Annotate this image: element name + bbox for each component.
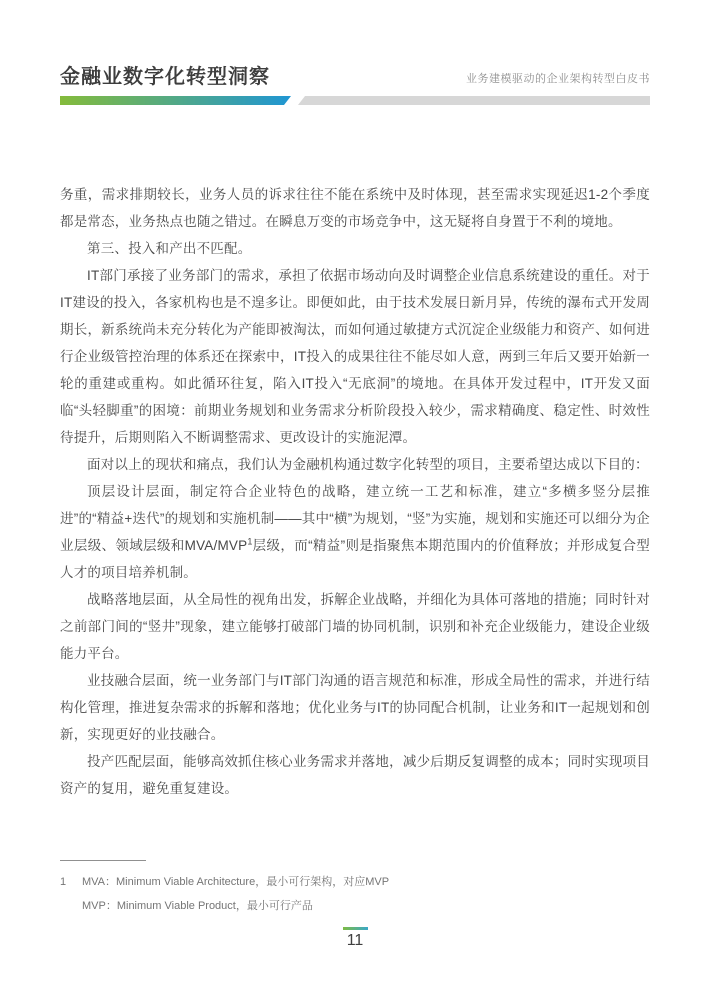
- footnotes-section: [60, 860, 650, 918]
- footnote-ref: 1: [247, 536, 253, 547]
- gray-bar: [298, 96, 650, 105]
- gradient-bar: [60, 96, 291, 105]
- header-subtitle: 业务建模驱动的企业架构转型白皮书: [466, 73, 650, 85]
- footnote-text: MVA：Minimum Viable Architecture，最小可行架构，对应MVP: [82, 876, 390, 888]
- footnote-line-2: [60, 894, 650, 918]
- paragraph-continuation: 务重，需求排期较长，业务人员的诉求往往不能在系统中及时体现，甚至需求实现延迟1-2个季度都是常态，业务热点也随之错过。在瞬息万变的市场竞争中，这无疑将自身置于不利的境地。: [60, 187, 650, 229]
- footnote-marker: 1: [60, 876, 67, 888]
- paragraph-production-match: 投产匹配层面，能够高效抓住核心业务需求并落地，减少后期反复调整的成本；同时实现项目资产的复用，避免重复建设。: [60, 754, 650, 796]
- paragraph-text: 顶层设计层面，制定符合企业特色的战略，建立统一工艺和标准，建立“多横多竖分层推进”的“精益+迭代”的规划和实施机制——其中“横”为规划，“竖”为实施，规划和实施还可以细分为企业层级、领域层级和MVA/MVP: [60, 484, 650, 553]
- page-number-rule: [343, 927, 368, 930]
- paragraph-biz-tech-fusion: 业技融合层面，统一业务部门与IT部门沟通的语言规范和标准，形成全局性的需求，并进行结构化管理，推进复杂需求的拆解和落地；优化业务与IT的协同配合机制，让业务和IT一起规划和创新，实现更好的业技融合。: [60, 673, 650, 742]
- paragraph-heading-third: 第三、投入和产出不匹配。: [87, 241, 252, 256]
- footnote-divider: [60, 860, 146, 861]
- paragraph-text: 层级，而“精益”则是指聚焦本期范围内的价值释放；并形成复合型人才的项目培养机制。: [60, 538, 650, 580]
- page-title: 金融业数字化转型洞察: [60, 66, 270, 88]
- footnote-line-1: [60, 870, 650, 894]
- body-content: [60, 181, 650, 802]
- paragraph-top-level-design: [60, 478, 650, 586]
- paragraph-it-department: IT部门承接了业务部门的需求，承担了依据市场动向及时调整企业信息系统建设的重任。对于IT建设的投入，各家机构也是不遑多让。即便如此，由于技术发展日新月异，传统的瀑布式开发周期长，新系统尚未充分转化为产能即被淘汰，而如何通过敏捷方式沉淀企业级能力和资产、如何进行企业级管控治理的体系还在探索中，IT投入的成果往往不能尽如人意，两到三年后又要开始新一轮的重建或重构。如此循环往复，陷入IT投入“无底洞”的境地。在具体开发过程中，IT开发又面临“头轻脚重”的困境：前期业务规划和业务需求分析阶段投入较少，需求精确度、稳定性、时效性待提升，后期则陷入不断调整需求、更改设计的实施泥潭。: [60, 268, 650, 445]
- page-number: 11: [346, 931, 364, 949]
- footnote-text: MVP：Minimum Viable Product，最小可行产品: [82, 900, 313, 912]
- header-row: [60, 64, 650, 90]
- paragraph-strategy-landing: 战略落地层面，从全局性的视角出发，拆解企业战略，并细化为具体可落地的措施；同时针对之前部门间的“竖井”现象，建立能够打破部门墙的协同机制，识别和补充企业级能力，建设企业级能力平台。: [60, 592, 650, 661]
- paragraph-goals-intro: 面对以上的现状和痛点，我们认为金融机构通过数字化转型的项目，主要希望达成以下目的：: [87, 457, 649, 472]
- page-footer: [0, 927, 710, 950]
- page-header: [60, 64, 650, 105]
- header-divider: [60, 96, 650, 105]
